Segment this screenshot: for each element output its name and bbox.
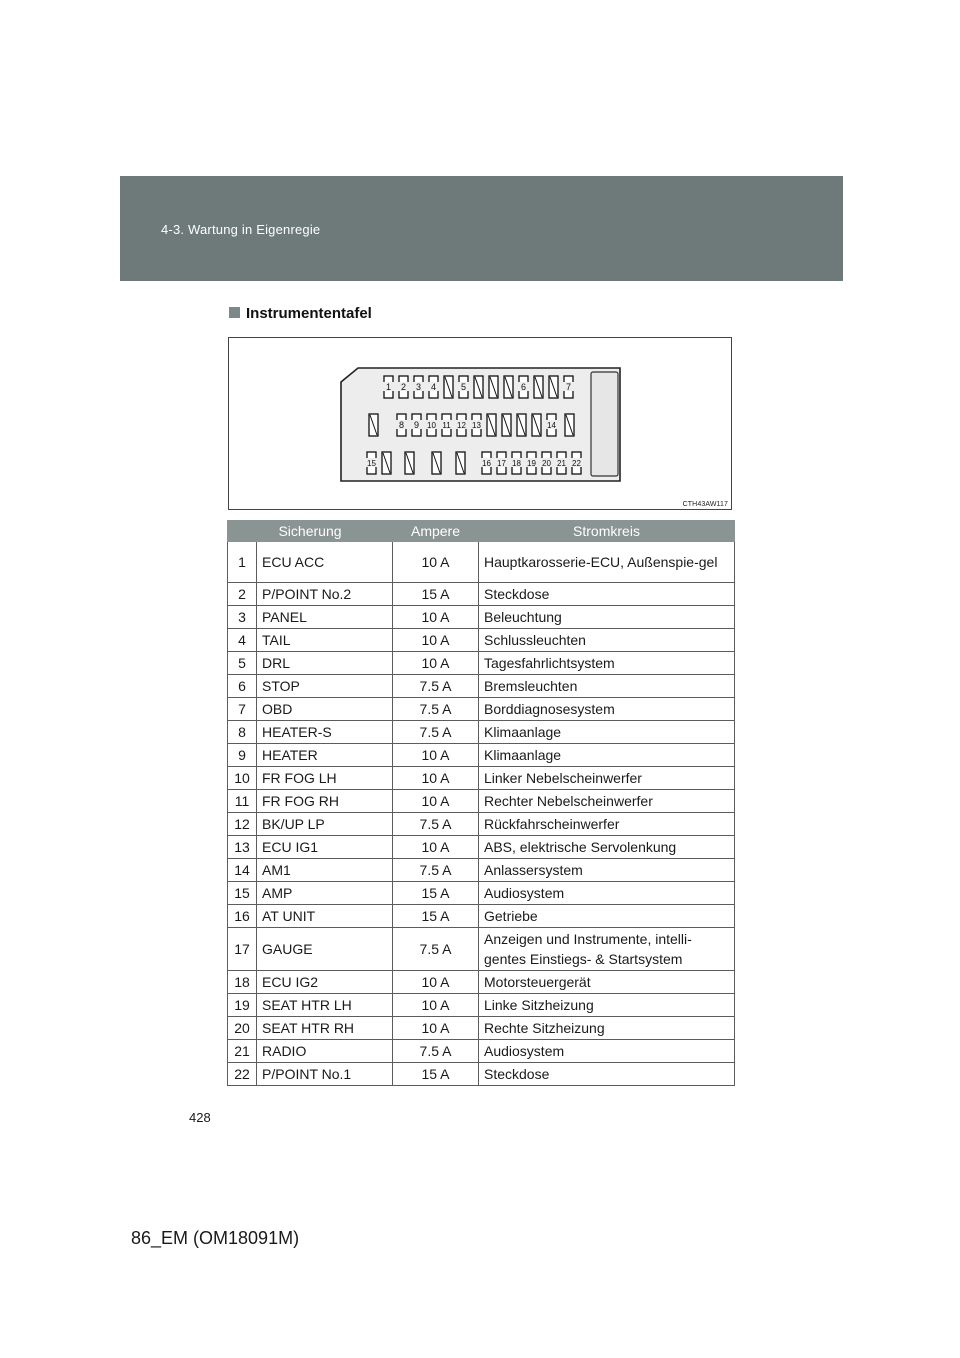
table-row — [228, 629, 735, 652]
fuse-number: 12 — [228, 813, 257, 836]
fuse-circuit: Steckdose — [479, 583, 735, 606]
fuse-circuit: Getriebe — [479, 905, 735, 928]
fuse-ampere: 10 A — [393, 606, 479, 629]
table-row — [228, 928, 735, 971]
fuse-name: SEAT HTR LH — [257, 994, 393, 1017]
fuse-name: AMP — [257, 882, 393, 905]
fuse-table — [227, 520, 735, 1086]
table-row — [228, 583, 735, 606]
fuse-number: 1 — [228, 542, 257, 583]
fuse-circuit: Klimaanlage — [479, 744, 735, 767]
fuse-name: AM1 — [257, 859, 393, 882]
fuse-ampere: 7.5 A — [393, 721, 479, 744]
fuse-circuit: Rückfahrscheinwerfer — [479, 813, 735, 836]
fuse-number: 15 — [228, 882, 257, 905]
fuse-number: 8 — [228, 721, 257, 744]
fuse-slot-number: 9 — [413, 420, 420, 430]
fuse-name: P/POINT No.1 — [257, 1063, 393, 1086]
fuse-slot-number: 13 — [472, 421, 481, 430]
fuse-ampere: 10 A — [393, 652, 479, 675]
square-bullet-icon — [229, 307, 240, 318]
fuse-slot-number: 8 — [398, 420, 405, 430]
fuse-ampere: 10 A — [393, 744, 479, 767]
fuse-slot-number: 16 — [482, 459, 491, 468]
fuse-name: RADIO — [257, 1040, 393, 1063]
fuse-circuit: Rechte Sitzheizung — [479, 1017, 735, 1040]
fuse-ampere: 7.5 A — [393, 859, 479, 882]
fuse-slot-number: 10 — [427, 421, 436, 430]
table-row — [228, 652, 735, 675]
fuse-ampere: 15 A — [393, 1063, 479, 1086]
fuse-ampere: 15 A — [393, 583, 479, 606]
table-row — [228, 1040, 735, 1063]
fuse-circuit: Linke Sitzheizung — [479, 994, 735, 1017]
fuse-name: SEAT HTR RH — [257, 1017, 393, 1040]
fuse-number: 13 — [228, 836, 257, 859]
fuse-number: 18 — [228, 971, 257, 994]
fuse-slot-number: 4 — [430, 382, 437, 392]
fuse-slot-number: 5 — [460, 382, 467, 392]
fuse-ampere: 7.5 A — [393, 1040, 479, 1063]
fuse-number: 22 — [228, 1063, 257, 1086]
fuse-slot-number: 20 — [542, 459, 551, 468]
fuse-number: 21 — [228, 1040, 257, 1063]
fuse-name: FR FOG RH — [257, 790, 393, 813]
fuse-name: ECU IG2 — [257, 971, 393, 994]
table-row — [228, 698, 735, 721]
fuse-ampere: 10 A — [393, 971, 479, 994]
fuse-slot-number: 19 — [527, 459, 536, 468]
table-row — [228, 790, 735, 813]
fuse-box-drawing — [229, 338, 731, 509]
table-row — [228, 836, 735, 859]
fuse-circuit: Borddiagnosesystem — [479, 698, 735, 721]
fuse-ampere: 10 A — [393, 790, 479, 813]
fuse-circuit: Linker Nebelscheinwerfer — [479, 767, 735, 790]
fuse-name: AT UNIT — [257, 905, 393, 928]
fuse-slot-number: 17 — [497, 459, 506, 468]
table-row — [228, 721, 735, 744]
fuse-ampere: 15 A — [393, 905, 479, 928]
fuse-name: OBD — [257, 698, 393, 721]
fuse-name: ECU ACC — [257, 542, 393, 583]
fuse-slot-number: 12 — [457, 421, 466, 430]
column-header-fuse: Sicherung — [228, 521, 393, 542]
fuse-number: 2 — [228, 583, 257, 606]
fuse-number: 6 — [228, 675, 257, 698]
fuse-circuit: Anzeigen und Instrumente, intelli-gentes Einstiegs- & Startsystem — [479, 928, 735, 971]
column-header-circuit: Stromkreis — [479, 521, 735, 542]
fuse-circuit: Tagesfahrlichtsystem — [479, 652, 735, 675]
fuse-number: 14 — [228, 859, 257, 882]
section-header-bar — [120, 176, 843, 281]
fuse-ampere: 10 A — [393, 1017, 479, 1040]
fuse-name: ECU IG1 — [257, 836, 393, 859]
table-row — [228, 675, 735, 698]
subsection-heading-text: Instrumententafel — [246, 305, 372, 322]
fuse-number: 11 — [228, 790, 257, 813]
fuse-name: FR FOG LH — [257, 767, 393, 790]
fuse-ampere: 7.5 A — [393, 928, 479, 971]
fuse-circuit: Anlassersystem — [479, 859, 735, 882]
fuse-name: DRL — [257, 652, 393, 675]
table-header-row — [228, 521, 735, 542]
fuse-slot-number: 3 — [415, 382, 422, 392]
fuse-ampere: 10 A — [393, 629, 479, 652]
subsection-heading — [229, 305, 372, 322]
fuse-number: 7 — [228, 698, 257, 721]
fuse-ampere: 15 A — [393, 882, 479, 905]
fuse-circuit: Schlussleuchten — [479, 629, 735, 652]
table-row — [228, 882, 735, 905]
fuse-ampere: 10 A — [393, 994, 479, 1017]
fuse-circuit: Steckdose — [479, 1063, 735, 1086]
fuse-name: HEATER — [257, 744, 393, 767]
fuse-circuit: Rechter Nebelscheinwerfer — [479, 790, 735, 813]
fuse-number: 9 — [228, 744, 257, 767]
fuse-slot-number: 14 — [547, 421, 556, 430]
fuse-number: 20 — [228, 1017, 257, 1040]
fuse-number: 5 — [228, 652, 257, 675]
table-row — [228, 1063, 735, 1086]
fuse-slot-number: 11 — [442, 421, 451, 430]
fuse-ampere: 10 A — [393, 767, 479, 790]
page-number: 428 — [189, 1110, 211, 1125]
fuse-circuit: Audiosystem — [479, 882, 735, 905]
fuse-slot-number: 18 — [512, 459, 521, 468]
table-row — [228, 971, 735, 994]
fuse-number: 17 — [228, 928, 257, 971]
fuse-circuit: ABS, elektrische Servolenkung — [479, 836, 735, 859]
fuse-box-relay-block — [591, 372, 618, 476]
fuse-ampere: 7.5 A — [393, 698, 479, 721]
fuse-circuit: Motorsteuergerät — [479, 971, 735, 994]
column-header-ampere: Ampere — [393, 521, 479, 542]
fuse-number: 10 — [228, 767, 257, 790]
table-row — [228, 744, 735, 767]
table-row — [228, 859, 735, 882]
table-row — [228, 1017, 735, 1040]
table-row — [228, 606, 735, 629]
fuse-name: P/POINT No.2 — [257, 583, 393, 606]
fuse-circuit: Hauptkarosserie-ECU, Außenspie-gel — [479, 542, 735, 583]
table-row — [228, 905, 735, 928]
fuse-ampere: 10 A — [393, 836, 479, 859]
fuse-circuit: Bremsleuchten — [479, 675, 735, 698]
fuse-name: GAUGE — [257, 928, 393, 971]
fuse-slot-number: 2 — [400, 382, 407, 392]
section-title: 4-3. Wartung in Eigenregie — [161, 222, 321, 237]
fuse-slot-number: 7 — [565, 382, 572, 392]
fuse-number: 4 — [228, 629, 257, 652]
fuse-name: HEATER-S — [257, 721, 393, 744]
fuse-name: BK/UP LP — [257, 813, 393, 836]
fuse-name: TAIL — [257, 629, 393, 652]
fuse-ampere: 7.5 A — [393, 675, 479, 698]
fuse-number: 19 — [228, 994, 257, 1017]
fuse-circuit: Audiosystem — [479, 1040, 735, 1063]
fuse-ampere: 7.5 A — [393, 813, 479, 836]
fuse-circuit: Beleuchtung — [479, 606, 735, 629]
fuse-slot-number: 1 — [385, 382, 392, 392]
table-row — [228, 767, 735, 790]
fuse-slot-number: 22 — [572, 459, 581, 468]
document-code: 86_EM (OM18091M) — [131, 1228, 300, 1248]
fuse-name: STOP — [257, 675, 393, 698]
table-row — [228, 542, 735, 583]
fuse-number: 16 — [228, 905, 257, 928]
fuse-slot-number: 15 — [367, 459, 376, 468]
fuse-name: PANEL — [257, 606, 393, 629]
table-row — [228, 813, 735, 836]
fuse-number: 3 — [228, 606, 257, 629]
fuse-box-diagram — [228, 337, 732, 510]
fuse-slot-number: 6 — [520, 382, 527, 392]
figure-code: CTH43AW117 — [682, 501, 728, 508]
fuse-ampere: 10 A — [393, 542, 479, 583]
fuse-circuit: Klimaanlage — [479, 721, 735, 744]
fuse-slot-number: 21 — [557, 459, 566, 468]
table-row — [228, 994, 735, 1017]
